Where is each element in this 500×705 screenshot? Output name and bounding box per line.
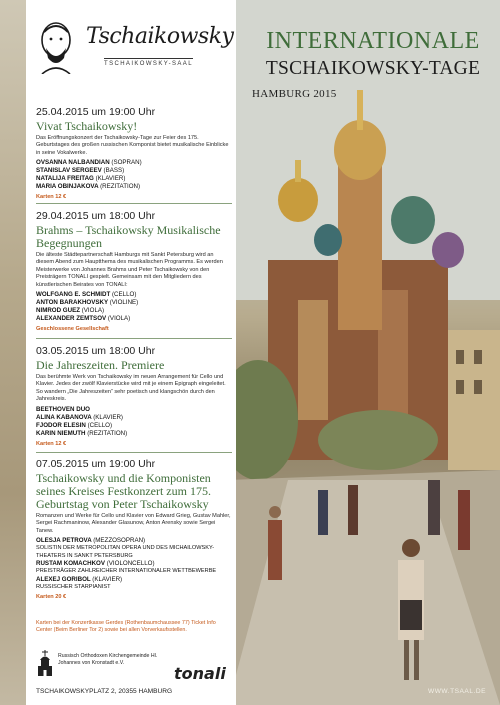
ticket-sales-notice: Karten bei der Konzertkasse Gerdes (Rothenbaumchaussee 77) Ticket Info Center (Beim Berliner Tor 2) sowie bei allen Vorverkaufsstellen. <box>36 620 216 634</box>
event-date: 07.05.2015 um 19:00 Uhr <box>36 458 156 470</box>
event-description: Das Eröffnungskonzert der Tschaikowsky-Tage zur Feier des 175. Geburtstages des großen russischen Komponist bietet musikalische Einblicke in seine Vokalwerke. <box>36 135 229 156</box>
event-3 <box>36 345 232 447</box>
ticket-price: Karten 20 € <box>36 594 67 601</box>
performer: ALEXEJ GORIBOL (KLAVIER) <box>36 575 123 583</box>
performer: OLESJA PETROVA (MEZZOSOPRAN) <box>36 537 146 545</box>
event-divider <box>36 452 232 453</box>
performer: ANTON BARAKHOVSKY (VIOLINE) <box>36 299 139 307</box>
event-4 <box>36 458 232 600</box>
website-link[interactable]: WWW.TSAAL.DE <box>427 688 486 695</box>
painting-left-edge <box>0 0 28 705</box>
event-title: Die Jahreszeiten. Premiere <box>36 358 165 372</box>
ticket-price: Karten 12 € <box>36 194 67 201</box>
festival-title: INTERNATIONALE <box>266 28 480 54</box>
ticket-price: Karten 12 € <box>36 440 67 447</box>
performer: OVSANNA NALBANDIAN (SOPRAN) <box>36 159 142 167</box>
performer-note: PREISTRÄGER ZAHLREICHER INTERNATIONALER WETTBEWERBE <box>36 568 217 575</box>
festival-subtitle: TSCHAIKOWSKY-TAGE <box>265 58 481 79</box>
performer: WOLFGANG E. SCHMIDT (CELLO) <box>36 291 137 299</box>
event-date: 03.05.2015 um 18:00 Uhr <box>36 345 156 357</box>
event-description: Das berühmte Werk von Tschaikowsky im neuen Arrangement für Cello und Klavier. Jedes der zwölf Klavierstücke wird mit je einem Epigraph eingeleitet. So wandern „Die Jahreszeiten“ sehr poetisch und klangschön durch den Jahreskreis. <box>36 374 226 403</box>
performer: MARIA OBINJAKOVA (REZITATION) <box>36 183 141 191</box>
venue-address: TSCHAIKOWSKYPLATZ 2, 20355 HAMBURG <box>36 688 173 695</box>
event-date: 29.04.2015 um 18:00 Uhr <box>36 210 156 222</box>
tchaikovsky-portrait-icon <box>36 18 76 74</box>
performer: NATALIJA FREITAG (KLAVIER) <box>36 175 126 183</box>
event-2 <box>36 210 232 332</box>
performer-note: SOLISTIN DER METROPOLITAN OPERA UND DES MICHAILOWSKY-THEATERS IN SANKT PETERSBURG <box>36 545 215 559</box>
event-divider <box>36 338 232 339</box>
festival-place-year: HAMBURG 2015 <box>252 88 337 100</box>
tonali-logo: tonali <box>174 664 226 683</box>
performer: RUSTAM KOMACHKOV (VIOLONCELLO) <box>36 560 155 568</box>
event-title: Vivat Tschaikowsky! <box>36 119 138 133</box>
event-divider <box>36 203 232 204</box>
program-panel <box>26 0 236 705</box>
performer: NIMROD GUEZ (VIOLA) <box>36 307 105 315</box>
event-title: Tschaikowsky und die Komponisten seines Kreises Festkonzert zum 175. Geburtstag von Peter Tschaikowsky <box>36 471 211 511</box>
performer: STANISLAV SERGEEV (BASS) <box>36 167 125 175</box>
performer: FJODOR ELESIN (CELLO) <box>36 421 113 429</box>
event-description: Die älteste Städtepartnerschaft Hamburgs mit Sankt Petersburg wird an diesem Abend zum Hauptthema des musikalischen Programms. Es werden Meisterwerke von Johannes Brahms und Peter Tschaikowsky von den Preisträgern TONALI gespielt. Gemeinsam mit den Mitgliedern des künstlerischen Beirates von TONALI: <box>36 252 223 288</box>
event-title: Brahms – Tschaikowsky Musikalische Begegnungen <box>36 223 221 250</box>
event-1 <box>36 106 232 200</box>
hall-logo <box>36 18 234 78</box>
performer: KARIN NIEMUTH (REZITATION) <box>36 429 128 437</box>
event-description: Romanzen und Werke für Cello und Klavier von Edward Grieg, Gustav Mahler, Sergei Rachmaninow, Alexander Glasunow, Anton Arensky sowie Sergei Tanew. <box>36 513 231 534</box>
church-painting <box>228 0 500 705</box>
performer-note: RUSSISCHER STARPIANIST <box>36 583 111 590</box>
painting-svg <box>228 0 500 705</box>
hall-name: TSCHAIKOWSKY-SAAL <box>104 58 193 67</box>
performer: ALINA KABANOVA (KLAVIER) <box>36 413 123 421</box>
ticket-price: Geschlossene Gesellschaft <box>36 326 109 333</box>
performer: ALEXANDER ZEMTSOV (VIOLA) <box>36 315 131 323</box>
composer-signature: Tschaikowsky <box>86 24 234 49</box>
organizer-name: Russisch Orthodoxen Kirchengemeinde Hl. Johannes von Kronstadt e.V. <box>58 653 158 666</box>
performer: BEETHOVEN DUO <box>36 405 90 413</box>
event-date: 25.04.2015 um 19:00 Uhr <box>36 106 156 118</box>
orthodox-church-icon <box>36 650 54 676</box>
